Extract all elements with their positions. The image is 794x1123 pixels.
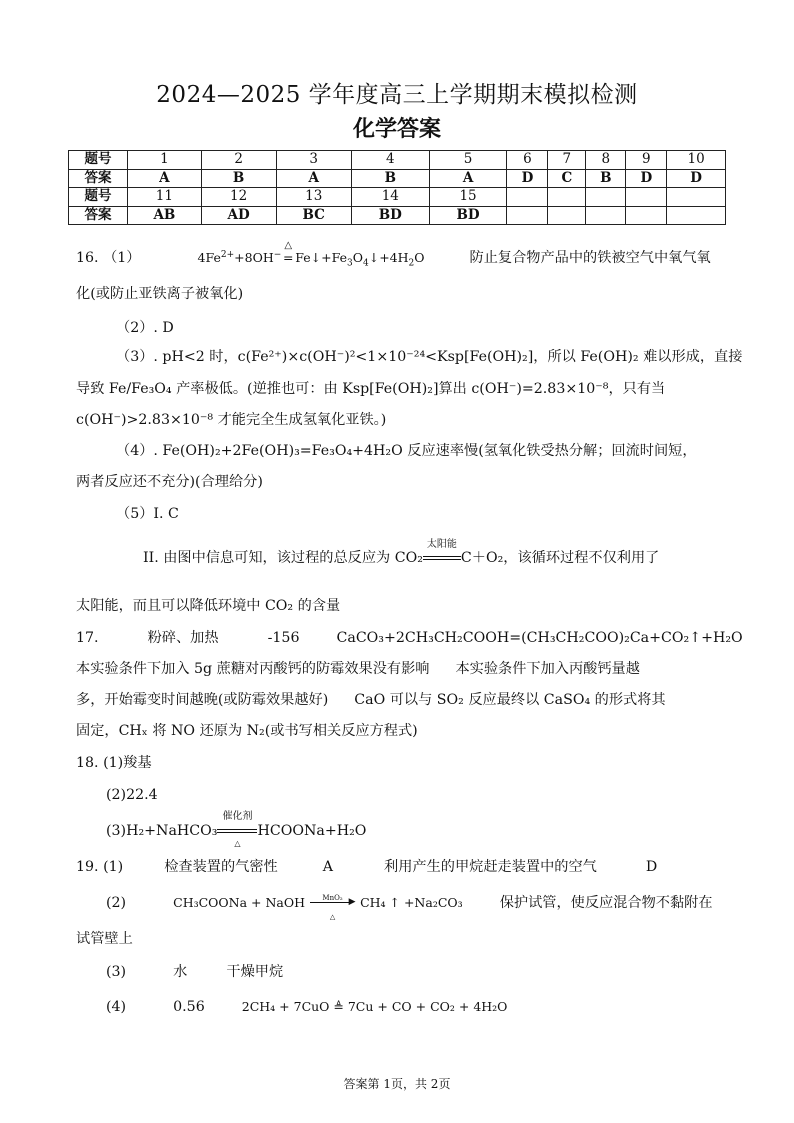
table-cell: BD [429, 206, 507, 225]
table-cell [667, 206, 726, 225]
table-row-header: 题号 [69, 151, 128, 170]
q17-line2: 本实验条件下加入 5g 蔗糖对丙酸钙的防霉效果没有影响 本实验条件下加入丙酸钙量越 [76, 661, 640, 677]
table-cell: D [507, 169, 548, 188]
q18-part3: (3)H₂+NaHCO₃ 催化剂 △ HCOONa+H₂O [106, 811, 367, 848]
q16-part2: （2）. D [116, 320, 174, 336]
table-cell: 12 [201, 188, 276, 207]
table-row [69, 206, 726, 225]
q19-part4: (4) 0.56 2CH₄ + 7CuO ≜ 7Cu + CO + CO₂ + 4H₂O [106, 999, 508, 1015]
table-cell [586, 206, 626, 225]
table-cell [626, 188, 667, 207]
table-cell: 11 [128, 188, 202, 207]
q18-part1: 18. (1)羧基 [76, 755, 152, 771]
q16-part5-ii: II. 由图中信息可知，该过程的总反应为 CO₂ 太阳能 C＋O₂，该循环过程不仅利用了 [143, 539, 660, 566]
table-cell: 15 [429, 188, 507, 207]
page-subtitle: 化学答案 [352, 116, 441, 142]
table-cell: C [548, 169, 586, 188]
table-row [69, 151, 726, 170]
q19-part1: 19. (1) 检查装置的气密性 A 利用产生的甲烷赶走装置中的空气 D [76, 859, 658, 875]
q16-number: 16. （1） [76, 250, 141, 266]
table-cell [667, 188, 726, 207]
table-cell: 8 [586, 151, 626, 170]
q16-line2: 化(或防止亚铁离子被氧化) [76, 286, 244, 302]
answer-table [68, 150, 726, 225]
table-cell: BD [351, 206, 429, 225]
q16-part4-line1: （4）. Fe(OH)₂+2Fe(OH)₃=Fe₃O₄+4H₂O 反应速率慢(氢氧化铁受热分解；回流时间短， [116, 443, 697, 459]
table-cell [548, 188, 586, 207]
table-cell: D [626, 169, 667, 188]
table-cell: 4 [351, 151, 429, 170]
page-footer: 答案第 1页，共 2页 [343, 1077, 451, 1091]
table-cell: 2 [201, 151, 276, 170]
q19-part3: (3) 水 干燥甲烷 [106, 964, 284, 980]
table-cell: B [201, 169, 276, 188]
q19-part2-line2: 试管壁上 [76, 931, 133, 947]
page-title: 2024—2025 学年度高三上学期期末模拟检测 [156, 82, 638, 108]
table-cell: 14 [351, 188, 429, 207]
q17-line3: 多，开始霉变时间越晚(或防霉效果越好) CaO 可以与 SO₂ 反应最终以 CaSO₄ 的形式将其 [76, 692, 666, 708]
table-cell: B [586, 169, 626, 188]
q16-part3-line3: c(OH⁻)>2.83×10⁻⁸ 才能完全生成氢氧化亚铁。) [76, 412, 387, 428]
table-cell: 6 [507, 151, 548, 170]
reaction-arrow-icon: MnO₂ ▶ △ [310, 898, 356, 908]
table-row-header: 答案 [69, 206, 128, 225]
table-cell [626, 206, 667, 225]
q16-part5-ii-line2: 太阳能，而且可以降低环境中 CO₂ 的含量 [76, 598, 341, 614]
table-cell: B [351, 169, 429, 188]
table-cell: 1 [128, 151, 202, 170]
q16-part5: （5）I. C [116, 506, 179, 522]
table-row [69, 169, 726, 188]
q17-line4: 固定，CHₓ 将 NO 还原为 N₂(或书写相关反应方程式) [76, 723, 418, 739]
q16-equation: $4Fe^{2+}+8OH^-$ △ = $Fe↓+Fe_3O_4↓+4H_2O$ [197, 240, 425, 269]
table-cell: D [667, 169, 726, 188]
q16-part3-line2: 导致 Fe/Fe₃O₄ 产率极低。(逆推也可：由 Ksp[Fe(OH)₂]算出 c(OH⁻)=2.83×10⁻⁸，只有当 [76, 381, 666, 397]
table-cell [586, 188, 626, 207]
table-cell: 3 [276, 151, 351, 170]
table-row-header: 题号 [69, 188, 128, 207]
q16-part4-line2: 两者反应还不充分)(合理给分) [76, 474, 263, 490]
table-row-header: 答案 [69, 169, 128, 188]
table-cell: AB [128, 206, 202, 225]
table-cell: 9 [626, 151, 667, 170]
q16-reason: 防止复合物产品中的铁被空气中氧气氧 [469, 250, 711, 266]
table-cell: 5 [429, 151, 507, 170]
table-cell: A [429, 169, 507, 188]
q17-line1: 17. 粉碎、加热 -156 CaCO₃+2CH₃CH₂COOH=(CH₃CH₂COO)₂Ca+CO₂↑+H₂O [76, 630, 743, 646]
table-cell: A [128, 169, 202, 188]
table-cell: 7 [548, 151, 586, 170]
table-cell [507, 206, 548, 225]
q19-part2: (2) CH₃COONa + NaOH MnO₂ ▶ △ CH₄ ↑ +Na₂CO₃ 保护试管，使反应混合物不黏附在 [106, 894, 713, 921]
q16-part3-line1: （3）. pH<2 时，c(Fe²⁺)×c(OH⁻)²<1×10⁻²⁴<Ksp[Fe(OH)₂]，所以 Fe(OH)₂ 难以形成，直接 [116, 349, 743, 365]
table-cell: 10 [667, 151, 726, 170]
q18-part2: (2)22.4 [106, 787, 158, 803]
table-row [69, 188, 726, 207]
q16-line1 [76, 240, 724, 269]
table-cell: A [276, 169, 351, 188]
table-cell: 13 [276, 188, 351, 207]
table-cell: AD [201, 206, 276, 225]
table-cell [507, 188, 548, 207]
table-cell: BC [276, 206, 351, 225]
table-cell [548, 206, 586, 225]
